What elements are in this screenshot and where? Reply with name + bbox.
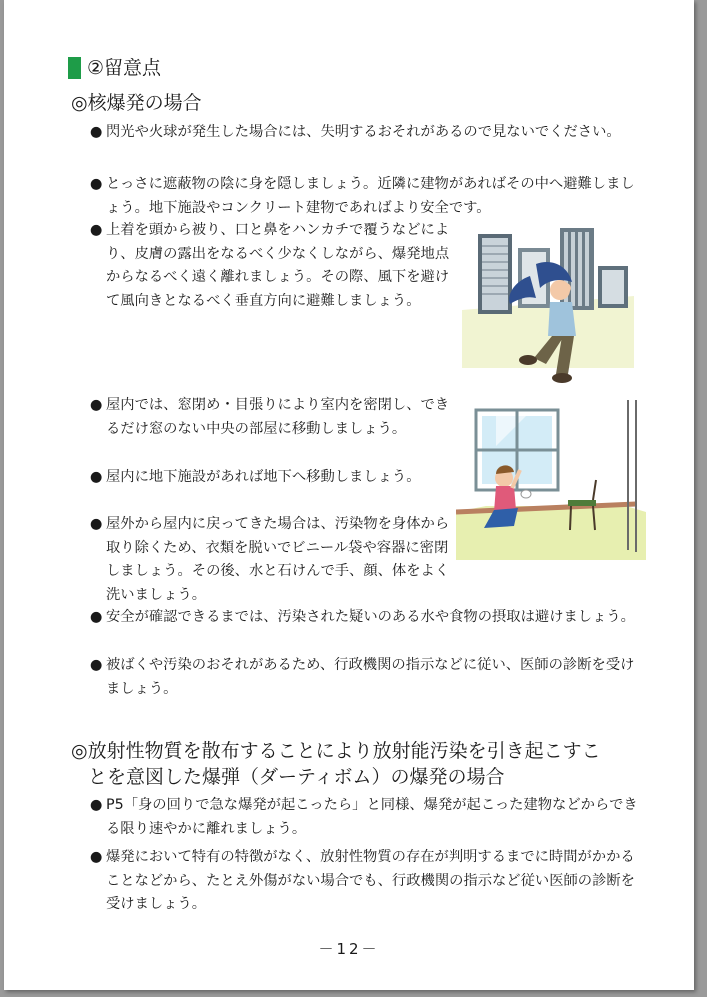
list-item [90, 794, 642, 841]
nuclear-title: ◎核爆発の場合 [71, 92, 202, 114]
heading-marker [68, 57, 81, 79]
page-number: －12－ [318, 940, 380, 958]
list-item [90, 606, 642, 630]
list-item [90, 173, 642, 220]
list-item-text: 屋内では、窓閉め・目張りにより室内を密閉し、できるだけ窓のない中央の部屋に移動しましょう。 [106, 397, 450, 437]
bullet-dot: ● [90, 609, 103, 625]
list-item-text: 屋外から屋内に戻ってきた場合は、汚染物を身体から取り除くため、衣類を脱いでビニール袋や容器に密閉しましょう。その後、水と石けんで手、顔、体をよく洗いましょう。 [106, 516, 450, 603]
list-item-text: 閃光や火球が発生した場合には、失明するおそれがあるので見ないでください。 [106, 124, 621, 140]
list-item [90, 219, 452, 313]
bullet-dot: ● [90, 124, 103, 140]
bullet-dot: ● [90, 397, 103, 413]
list-item-text: 安全が確認できるまでは、汚染された疑いのある水や食物の摂取は避けましょう。 [106, 609, 635, 625]
dirty-bomb-title-line2: とを意図した爆弾（ダーティボム）の爆発の場合 [88, 766, 505, 788]
list-item [90, 654, 642, 701]
bullet-dot: ● [90, 469, 103, 485]
fleeing-person-illustration [456, 218, 634, 390]
list-item-text: 屋内に地下施設があれば地下へ移動しましょう。 [106, 469, 421, 485]
bullet-dot: ● [90, 849, 103, 865]
list-item-text: P5「身の回りで急な爆発が起こったら」と同様、爆発が起こった建物などからできる限り速やかに離れましょう。 [106, 797, 638, 837]
bullet-dot: ● [90, 176, 103, 192]
sealing-window-illustration [456, 400, 646, 560]
document-page [4, 0, 694, 990]
list-item-text: 上着を頭から被り、口と鼻をハンカチで覆うなどにより、皮膚の露出をなるべく少なくしながら、爆発地点からなるべく遠く離れましょう。その際、風下を避けて風向きとなるべく垂直方向に避難しましょう。 [106, 222, 450, 309]
list-item-text: 被ばくや汚染のおそれがあるため、行政機関の指示などに従い、医師の診断を受けましょう。 [106, 657, 635, 697]
section-heading-text: ②留意点 [87, 57, 162, 79]
list-item [90, 121, 642, 145]
list-item [90, 394, 450, 441]
section-heading [68, 56, 161, 80]
dirty-bomb-title [71, 738, 651, 790]
list-item [90, 466, 450, 490]
list-item-text: とっさに遮蔽物の陰に身を隠しましょう。近隣に建物があればその中へ避難しましょう。地下施設やコンクリート建物であればより安全です。 [106, 176, 635, 216]
bullet-dot: ● [90, 797, 103, 813]
list-item [90, 846, 642, 917]
bullet-dot: ● [90, 657, 103, 673]
list-item [90, 513, 450, 607]
bullet-dot: ● [90, 222, 103, 238]
list-item-text: 爆発において特有の特徴がなく、放射性物質の存在が判明するまでに時間がかかることなどから、たとえ外傷がない場合でも、行政機関の指示など従い医師の診断を受けましょう。 [106, 849, 635, 912]
dirty-bomb-title-line1: ◎放射性物質を散布することにより放射能汚染を引き起こすこ [71, 740, 601, 762]
bullet-dot: ● [90, 516, 103, 532]
